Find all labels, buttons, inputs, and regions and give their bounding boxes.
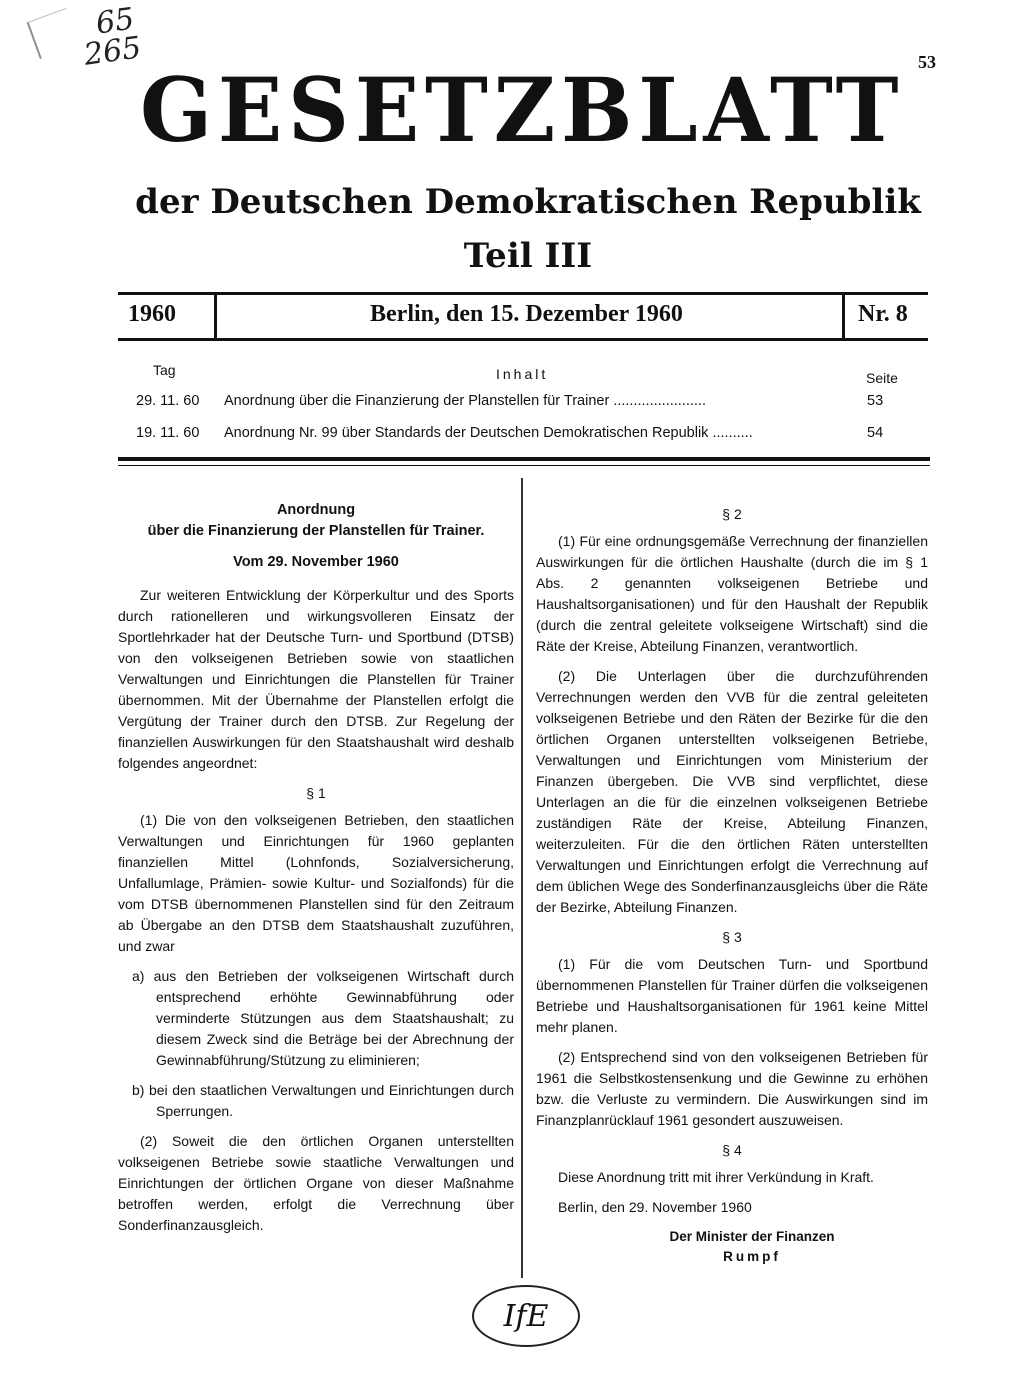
section-1-paragraph-2: (2) Soweit die den örtlichen Organen unterstellten volkseigenen Betriebe sowie staatliche Verwaltungen und Einrichtungen der örtlichen Organe von dieser Maßnahme betroffen werden, erfolgt die Verrechnung über Sonderfinanzausgleich. bbox=[118, 1133, 514, 1233]
header-issue: Nr. 8 bbox=[858, 301, 908, 327]
toc-date: 19. 11. 60 bbox=[136, 425, 200, 441]
header-place-date: Berlin, den 15. Dezember 1960 bbox=[370, 301, 683, 327]
header-bottom-rule bbox=[118, 338, 928, 341]
masthead-title: GESETZBLATT bbox=[140, 58, 905, 162]
article-title-line1: Anordnung bbox=[276, 502, 356, 518]
handwritten-note-top: 65 bbox=[93, 1, 137, 42]
section-3-paragraph-1: (1) Für die vom Deutschen Turn- und Sportbund übernommenen Planstellen für Trainer dürfen die volkseigenen Betriebe und Haushaltsorganisationen für 1961 keine Mittel mehr planen. bbox=[536, 956, 928, 1035]
article-title bbox=[118, 500, 514, 542]
toc-col-date: Tag bbox=[153, 362, 176, 378]
column-divider bbox=[521, 478, 523, 1278]
closing-place-date: Berlin, den 29. November 1960 bbox=[558, 1199, 752, 1215]
toc-date: 29. 11. 60 bbox=[136, 393, 200, 409]
section-1-item-b: b) bei den staatlichen Verwaltungen und Einrichtungen durch Sperrungen. bbox=[132, 1082, 514, 1119]
section-1-item-a: a) aus den Betrieben der volkseigenen Wirtschaft durch entsprechend erhöhte Gewinnabführung oder verminderte Stützungen aus dem Staatshaushalt; zu diesem Zweck sind die Beträge bei der Abrechnung der Gewinnabführung/Stützung zu eliminieren; bbox=[132, 968, 514, 1068]
preamble-paragraph: Zur weiteren Entwicklung der Körperkultur und des Sports durch rationelleren und wirkungsvolleren Einsatz der Sportlehrkader hat der Deutsche Turn- und Sportbund (DTSB) von den volkseigenen Betrieben sowie von staatlichen Verwaltungen und Einrichtungen die Planstellen für Trainer übernommen. Mit der Übernahme der Planstellen erfolgt die Vergütung der Trainer durch den DTSB. Zur Regelung der finanziellen Auswirkungen für den Staatshaushalt wird deshalb folgendes angeordnet: bbox=[118, 587, 514, 771]
page-number: 53 bbox=[918, 52, 936, 72]
toc-bottom-rule-thick bbox=[118, 457, 930, 461]
section-4-heading: § 4 bbox=[722, 1142, 742, 1158]
masthead-part: Teil III bbox=[463, 236, 593, 276]
article-date: Vom 29. November 1960 bbox=[233, 554, 399, 570]
section-3-paragraph-2: (2) Entsprechend sind von den volkseigenen Betrieben für 1961 die Selbstkostensenkung und die Gewinne zu erhöhen bzw. die Verluste zu vermindern. Die Auswirkungen sind im Finanzplanrücklauf 1961 gesondert auszuweisen. bbox=[536, 1049, 928, 1128]
toc-col-page: Seite bbox=[866, 370, 898, 386]
left-column bbox=[118, 500, 514, 1245]
header-divider-right bbox=[842, 294, 845, 338]
section-2-paragraph-2: (2) Die Unterlagen über die durchzuführenden Verrechnungen werden den VVB für die zentral geleiteten volkseigenen Betriebe und den Räten der Bezirke für die den örtlichen Organen unterstellten volkseigenen Betriebe, Verwaltungen und Einrichtungen vom Ministerium der Finanzen übergeben. Die VVB sind verpflichtet, diese Unterlagen an die für die einzelnen volkseigenen Betriebe zuständigen Räte der Kreise, Abteilung Finanzen, weiterzuleiten. Für die den örtlichen Räten unterstellten Verwaltungen und Einrichtungen erfolgt die Verrechnung auf dem üblichen Wege des Sonderfinanzausgleichs über die Räte der Bezirke, Abteilung Finanzen. bbox=[536, 668, 928, 915]
scan-mark bbox=[27, 8, 80, 59]
handwritten-note-bottom: 265 bbox=[81, 30, 144, 73]
section-3-heading: § 3 bbox=[722, 929, 742, 945]
article-title-line2: über die Finanzierung der Planstellen für Trainer. bbox=[147, 523, 485, 539]
signer-name: Rumpf bbox=[723, 1249, 781, 1264]
header-top-rule bbox=[118, 292, 928, 295]
section-4-paragraph-1: Diese Anordnung tritt mit ihrer Verkündung in Kraft. bbox=[558, 1169, 874, 1185]
header-divider-left bbox=[214, 294, 217, 338]
section-2-heading: § 2 bbox=[722, 506, 742, 522]
header-year: 1960 bbox=[128, 301, 176, 327]
toc-row bbox=[112, 425, 912, 447]
toc-page: 54 bbox=[867, 425, 884, 441]
section-1-heading: § 1 bbox=[306, 785, 326, 801]
toc-page: 53 bbox=[867, 393, 884, 409]
section-1-paragraph-1: (1) Die von den volkseigenen Betrieben, den staatlichen Verwaltungen und Einrichtungen für 1960 geplanten finanziellen Mittel (Lohnfonds, Sozialversicherung, Unfallumlage, Prämien- sowie Kultur- und Sozialfonds) für die vom DTSB übernommenen Planstellen sind für den Zeitraum ab Übergabe an den DTSB dem Staatshaushalt zuzuführen, und zwar bbox=[118, 812, 514, 954]
signer-title: Der Minister der Finanzen bbox=[669, 1229, 835, 1244]
toc-bottom-rule-thin bbox=[118, 465, 930, 466]
library-stamp: IfE bbox=[472, 1285, 580, 1347]
toc-row bbox=[112, 393, 912, 415]
section-2-paragraph-1: (1) Für eine ordnungsgemäße Verrechnung der finanziellen Auswirkungen für die örtlichen Haushalte (durch die im § 1 Abs. 2 genannten volkseigenen Betriebe und Haushaltsorganisationen) und für den Haushalt der Republik (durch die zentral geleitete volkseigene Wirtschaft) sind die Räte der Kreise, Abteilung Finanzen, verantwortlich. bbox=[536, 533, 928, 654]
masthead-subtitle: der Deutschen Demokratischen Republik bbox=[135, 182, 921, 222]
toc-title: Anordnung Nr. 99 über Standards der Deutschen Demokratischen Republik .......... bbox=[224, 425, 753, 441]
right-column bbox=[536, 504, 928, 1267]
toc-title: Anordnung über die Finanzierung der Planstellen für Trainer ....................... bbox=[224, 393, 706, 409]
toc-col-title: Inhalt bbox=[496, 366, 549, 382]
